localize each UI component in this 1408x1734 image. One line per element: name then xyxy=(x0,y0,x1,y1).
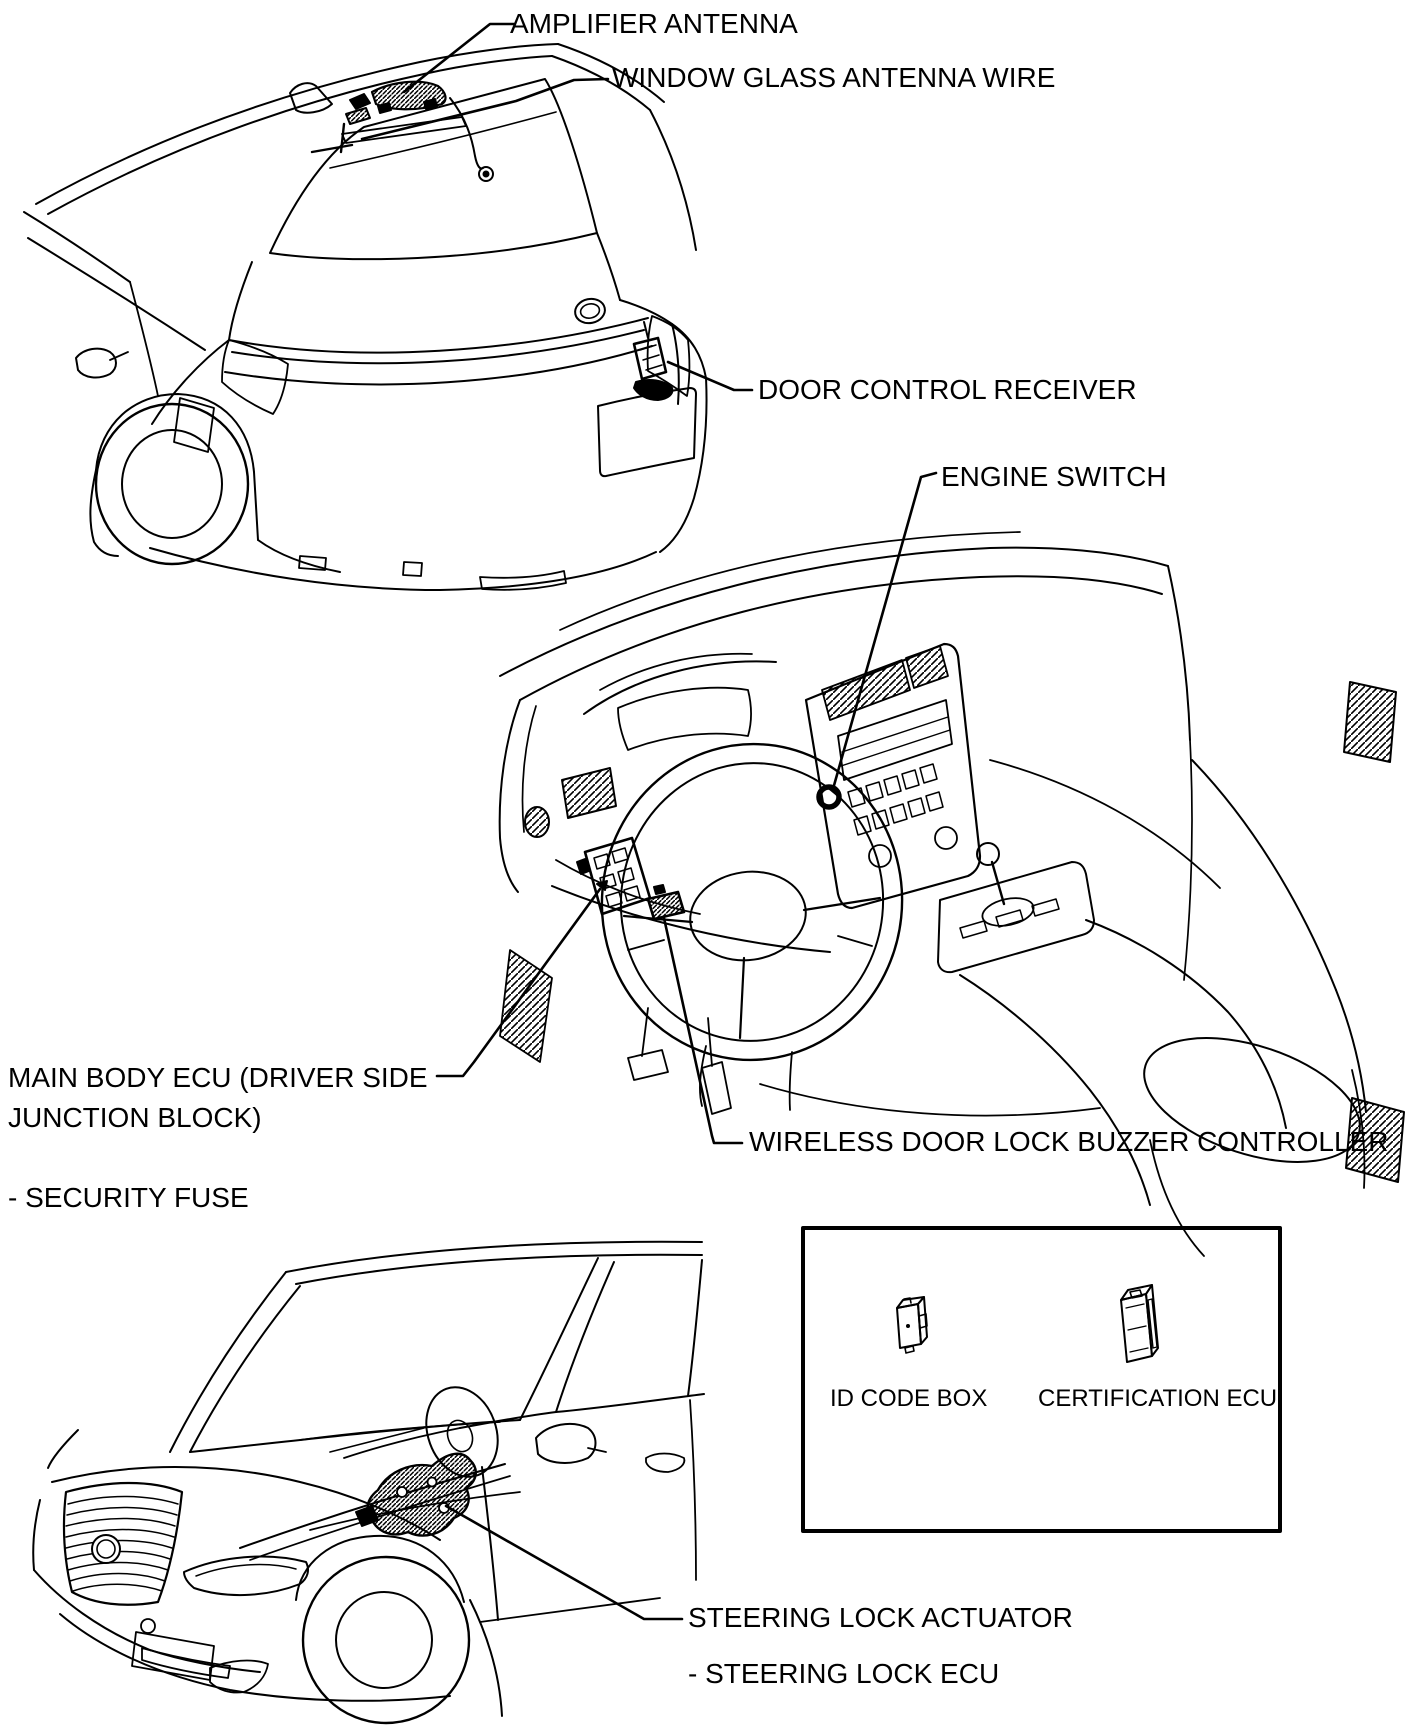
callout-window-glass-antenna-wire: WINDOW GLASS ANTENNA WIRE xyxy=(612,62,1056,93)
callout-main-body-ecu xyxy=(8,1058,428,1138)
callout-main-body-ecu-line2: JUNCTION BLOCK) xyxy=(8,1102,262,1133)
callout-security-fuse: - SECURITY FUSE xyxy=(8,1182,249,1213)
leader-engine-switch xyxy=(833,473,936,789)
callout-steering-lock-ecu: - STEERING LOCK ECU xyxy=(688,1658,1000,1689)
leader-door-control-receiver xyxy=(668,362,752,390)
steering-lock-actuator-component xyxy=(356,1454,476,1536)
certification-ecu-icon xyxy=(1121,1285,1158,1362)
main-body-ecu-component xyxy=(577,838,650,914)
leader-steering-lock-actuator xyxy=(446,1506,682,1619)
callout-engine-switch: ENGINE SWITCH xyxy=(941,461,1167,492)
front-car-illustration xyxy=(33,1242,704,1723)
wireless-door-lock-buzzer-controller-component xyxy=(648,885,684,919)
callout-wireless-door-lock-buzzer-controller: WIRELESS DOOR LOCK BUZZER CONTROLLER xyxy=(749,1126,1389,1157)
callout-steering-lock-actuator: STEERING LOCK ACTUATOR xyxy=(688,1602,1073,1633)
callout-id-code-box: ID CODE BOX xyxy=(830,1385,988,1412)
callout-certification-ecu: CERTIFICATION ECU xyxy=(1038,1385,1278,1412)
inset-box xyxy=(803,1228,1280,1531)
door-control-receiver-component xyxy=(634,322,672,400)
id-code-box-icon xyxy=(897,1297,927,1353)
callout-amplifier-antenna: AMPLIFIER ANTENNA xyxy=(510,8,798,39)
rear-car-illustration xyxy=(24,44,707,590)
callout-main-body-ecu-line1: MAIN BODY ECU (DRIVER SIDE xyxy=(8,1062,428,1093)
callout-door-control-receiver: DOOR CONTROL RECEIVER xyxy=(758,374,1137,405)
